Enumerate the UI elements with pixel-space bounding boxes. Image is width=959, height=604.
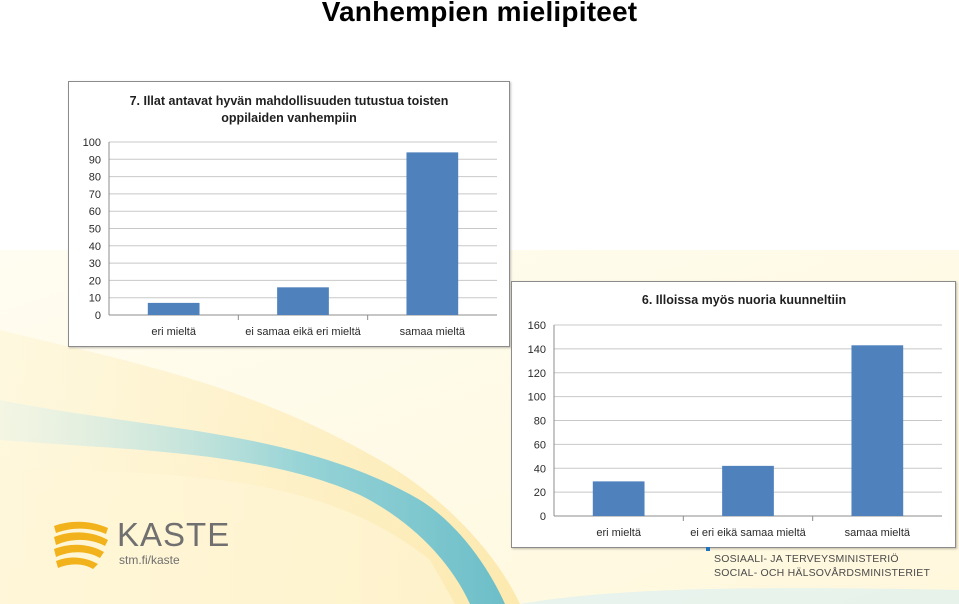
kaste-logo-name: KASTE [117,516,231,553]
chart-illat-tutustua [68,81,510,347]
y-tick-label: 40 [533,463,546,476]
chart-title-line: 6. Illoissa myös nuoria kuunneltiin [641,293,847,307]
bar-1 [277,287,329,315]
y-tick-label: 0 [539,511,546,523]
y-tick-label: 70 [88,188,101,201]
bar-0 [593,481,645,516]
y-tick-label: 80 [88,171,101,184]
y-tick-label: 30 [88,258,101,271]
y-tick-label: 20 [533,487,546,500]
y-tick-label: 20 [88,275,101,288]
y-tick-label: 0 [94,310,101,322]
bar-2 [406,152,458,315]
y-tick-label: 100 [527,391,546,404]
x-category-label: eri mieltä [151,326,196,338]
bar-0 [148,303,200,315]
slide-title: Vanhempien mielipiteet [321,0,638,27]
y-tick-label: 80 [533,415,546,428]
x-category-label: samaa mieltä [844,527,911,539]
x-category-label: samaa mieltä [399,326,466,338]
y-tick-label: 50 [88,223,101,236]
bar-1 [722,466,774,516]
y-tick-label: 90 [88,154,101,167]
y-tick-label: 140 [527,343,546,356]
bar-2 [851,345,903,516]
kaste-logo-url[interactable]: stm.fi/kaste [119,553,180,567]
ministry-name-fi: SOSIAALI- JA TERVEYSMINISTERIÖ [714,553,899,565]
x-category-label: ei eri eikä samaa mieltä [690,527,806,539]
chart-title-line: 7. Illat antavat hyvän mahdollisuuden tutustua toisten [129,94,449,108]
chart-nuoria-kuunneltiin [511,281,956,548]
y-tick-label: 60 [533,439,546,452]
y-tick-label: 100 [82,137,101,149]
y-tick-label: 10 [88,292,101,305]
ministry-mark-icon [706,547,710,551]
chart-title-line: oppilaiden vanhempiin [221,111,357,125]
y-tick-label: 60 [88,206,101,219]
y-tick-label: 40 [88,240,101,253]
ministry-name-sv: SOCIAL- OCH HÄLSOVÅRDSMINISTERIET [714,567,931,579]
x-category-label: eri mieltä [596,527,641,539]
x-category-label: ei samaa eikä eri mieltä [245,326,361,338]
y-tick-label: 120 [527,367,546,380]
y-tick-label: 160 [527,320,546,332]
